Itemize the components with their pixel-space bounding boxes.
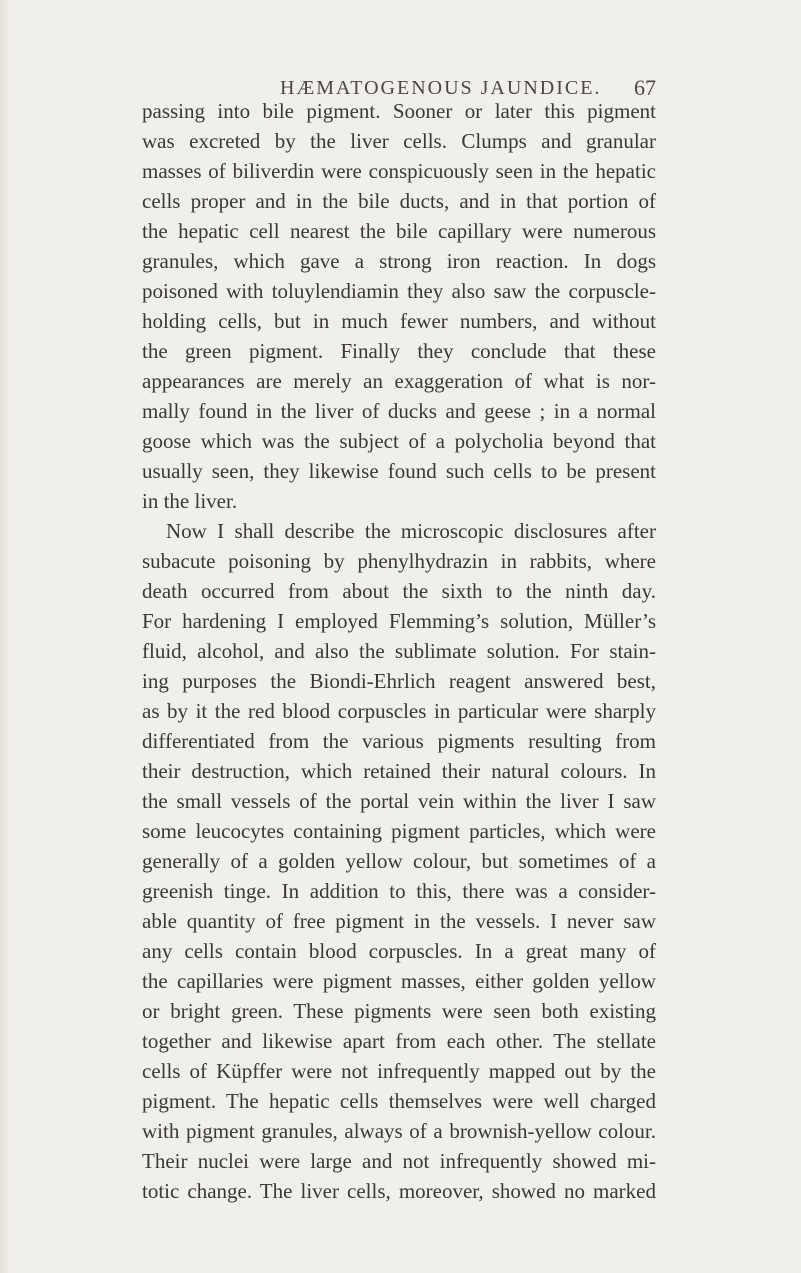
text-line: Their nuclei were large and not infrequently showed mi- <box>142 1149 656 1173</box>
running-title: HÆMATOGENOUS JAUNDICE. <box>280 77 602 99</box>
text-line: with pigment granules, always of a brownish-yellow colour. <box>142 1119 656 1143</box>
text-line: subacute poisoning by phenylhydrazin in rabbits, where <box>142 549 656 573</box>
text-line: together and likewise apart from each other. The stellate <box>142 1029 656 1053</box>
text-line: the capillaries were pigment masses, either golden yellow <box>142 969 656 993</box>
text-line: passing into bile pigment. Sooner or later this pigment <box>142 99 656 123</box>
text-line: generally of a golden yellow colour, but sometimes of a <box>142 849 656 873</box>
text-line: totic change. The liver cells, moreover, showed no marked <box>142 1179 656 1203</box>
text-line: fluid, alcohol, and also the sublimate solution. For stain- <box>142 639 656 663</box>
text-line: their destruction, which retained their natural colours. In <box>142 759 656 783</box>
text-line: mally found in the liver of ducks and geese ; in a normal <box>142 399 656 423</box>
text-line: in the liver. <box>142 489 238 513</box>
body-text <box>142 96 656 1206</box>
text-line: ing purposes the Biondi-Ehrlich reagent answered best, <box>142 669 656 693</box>
text-line: the small vessels of the portal vein within the liver I saw <box>142 789 656 813</box>
text-line: greenish tinge. In addition to this, there was a consider- <box>142 879 656 903</box>
text-line: goose which was the subject of a polycholia beyond that <box>142 429 656 453</box>
text-line: pigment. The hepatic cells themselves were well charged <box>142 1089 656 1113</box>
text-line: some leucocytes containing pigment particles, which were <box>142 819 656 843</box>
text-line: as by it the red blood corpuscles in particular were sharply <box>142 699 656 723</box>
text-line: able quantity of free pigment in the vessels. I never saw <box>142 909 656 933</box>
text-line: death occurred from about the sixth to the ninth day. <box>142 579 656 603</box>
text-line: For hardening I employed Flemming’s solution, Müller’s <box>142 609 656 633</box>
text-line: poisoned with toluylendiamin they also saw the corpuscle- <box>142 279 656 303</box>
text-line: masses of biliverdin were conspicuously seen in the hepatic <box>142 159 656 183</box>
text-line: Now I shall describe the microscopic disclosures after <box>166 519 656 543</box>
text-line: the hepatic cell nearest the bile capillary were numerous <box>142 219 656 243</box>
text-line: granules, which gave a strong iron reaction. In dogs <box>142 249 656 273</box>
text-line: cells of Küpffer were not infrequently mapped out by the <box>142 1059 656 1083</box>
text-line: cells proper and in the bile ducts, and in that portion of <box>142 189 656 213</box>
text-line: holding cells, but in much fewer numbers, and without <box>142 309 656 333</box>
page-binding-edge <box>0 0 10 1273</box>
text-line: the green pigment. Finally they conclude that these <box>142 339 656 363</box>
text-line: or bright green. These pigments were seen both existing <box>142 999 656 1023</box>
text-line: was excreted by the liver cells. Clumps and granular <box>142 129 656 153</box>
text-line: usually seen, they likewise found such cells to be present <box>142 459 656 483</box>
page-number: 67 <box>634 75 656 100</box>
text-line: differentiated from the various pigments resulting from <box>142 729 656 753</box>
text-line: appearances are merely an exaggeration of what is nor- <box>142 369 656 393</box>
text-line: any cells contain blood corpuscles. In a great many of <box>142 939 656 963</box>
